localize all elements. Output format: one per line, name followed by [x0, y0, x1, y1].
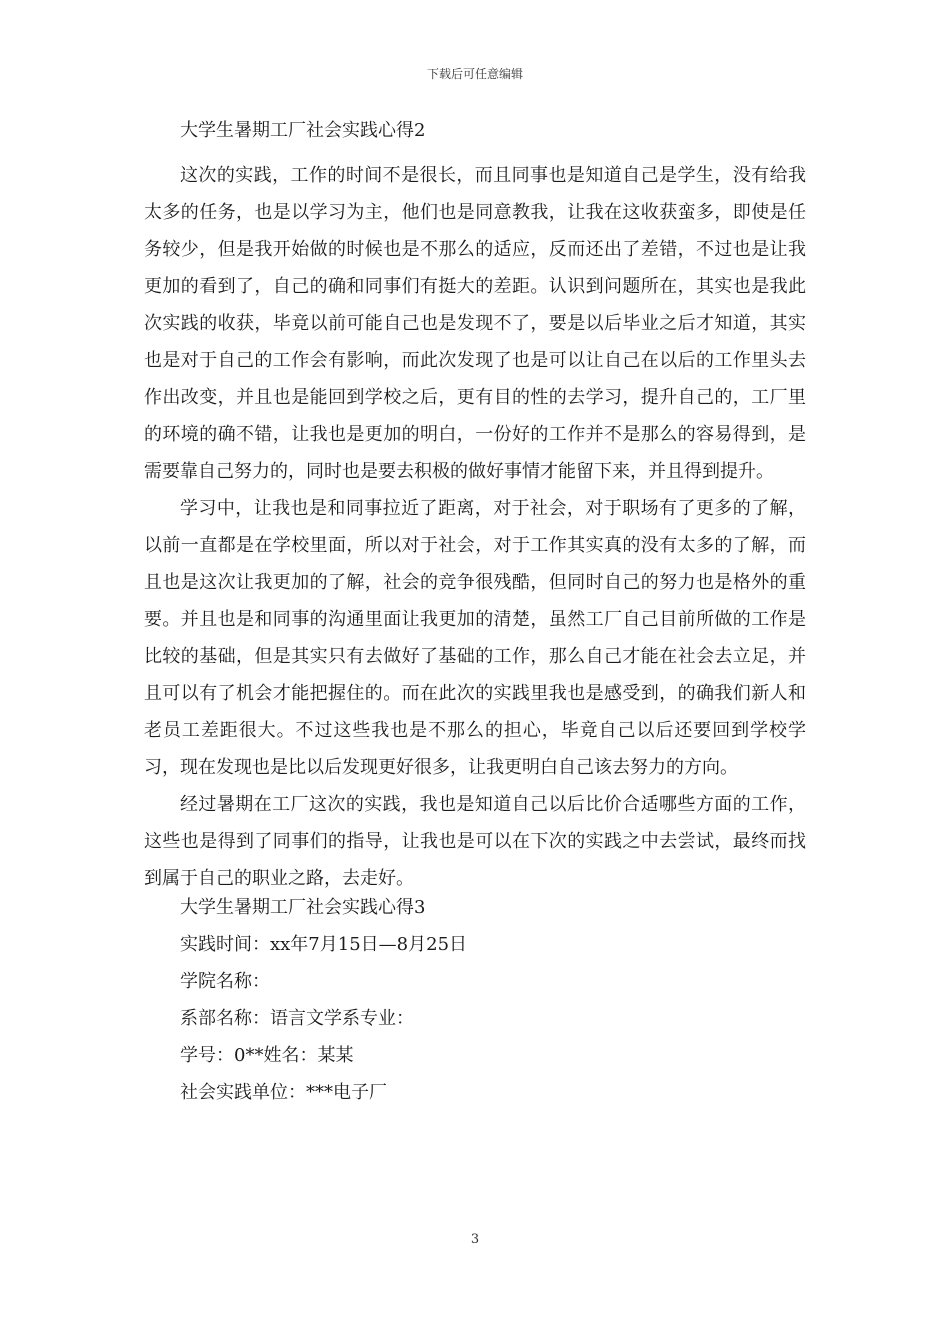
page-header: 下载后可任意编辑: [426, 67, 523, 81]
document-body: [144, 120, 806, 1119]
paragraph-2: 学习中，让我也是和同事拉近了距离，对于社会，对于职场有了更多的了解，以前一直都是在学校里面，所以对于社会，对于工作其实真的没有太多的了解，而且也是这次让我更加的了解，社会的竞争很残酷，但同时自己的努力也是格外的重要。并且也是和同事的沟通里面让我更加的清楚，虽然工厂自己目前所做的工作是比较的基础，但是其实只有去做好了基础的工作，那么自己才能在社会去立足，并且可以有了机会才能把握住的。而在此次的实践里我也是感受到，的确我们新人和老员工差距很大。不过这些我也是不那么的担心，毕竟自己以后还要回到学校学习，现在发现也是比以后发现更好很多，让我更明白自己该去努力的方向。: [144, 498, 806, 778]
paragraph-1: 这次的实践，工作的时间不是很长，而且同事也是知道自己是学生，没有给我太多的任务，也是以学习为主，他们也是同意教我，让我在这收获蛮多，即使是任务较少，但是我开始做的时候也是不那么的适应，反而还出了差错，不过也是让我更加的看到了，自己的确和同事们有挺大的差距。认识到问题所在，其实也是我此次实践的收获，毕竟以前可能自己也是发现不了，要是以后毕业之后才知道，其实也是对于自己的工作会有影响，而此次发现了也是可以让自己在以后的工作里头去作出改变，并且也是能回到学校之后，更有目的性的去学习，提升自己的，工厂里的环境的确不错，让我也是更加的明白，一份好的工作并不是那么的容易得到，是需要靠自己努力的，同时也是要去积极的做好事情才能留下来，并且得到提升。: [144, 165, 806, 482]
paragraph-3: 经过暑期在工厂这次的实践，我也是知道自己以后比价合适哪些方面的工作，这些也是得到了同事们的指导，让我也是可以在下次的实践之中去尝试，最终而找到属于自己的职业之路，去走好。: [144, 794, 806, 889]
practice-unit: 社会实践单位：***电子厂: [180, 1082, 387, 1103]
section-title-2: 大学生暑期工厂社会实践心得2: [180, 120, 426, 141]
section-title-3: 大学生暑期工厂社会实践心得3: [180, 897, 426, 918]
page-number: 3: [470, 1232, 480, 1247]
college-name: 学院名称：: [180, 971, 270, 992]
department-name: 系部名称：语言文学系专业：: [180, 1008, 414, 1029]
student-info: 学号：0**姓名：某某: [180, 1045, 354, 1066]
practice-time: 实践时间：xx年7月15日—8月25日: [180, 934, 468, 955]
